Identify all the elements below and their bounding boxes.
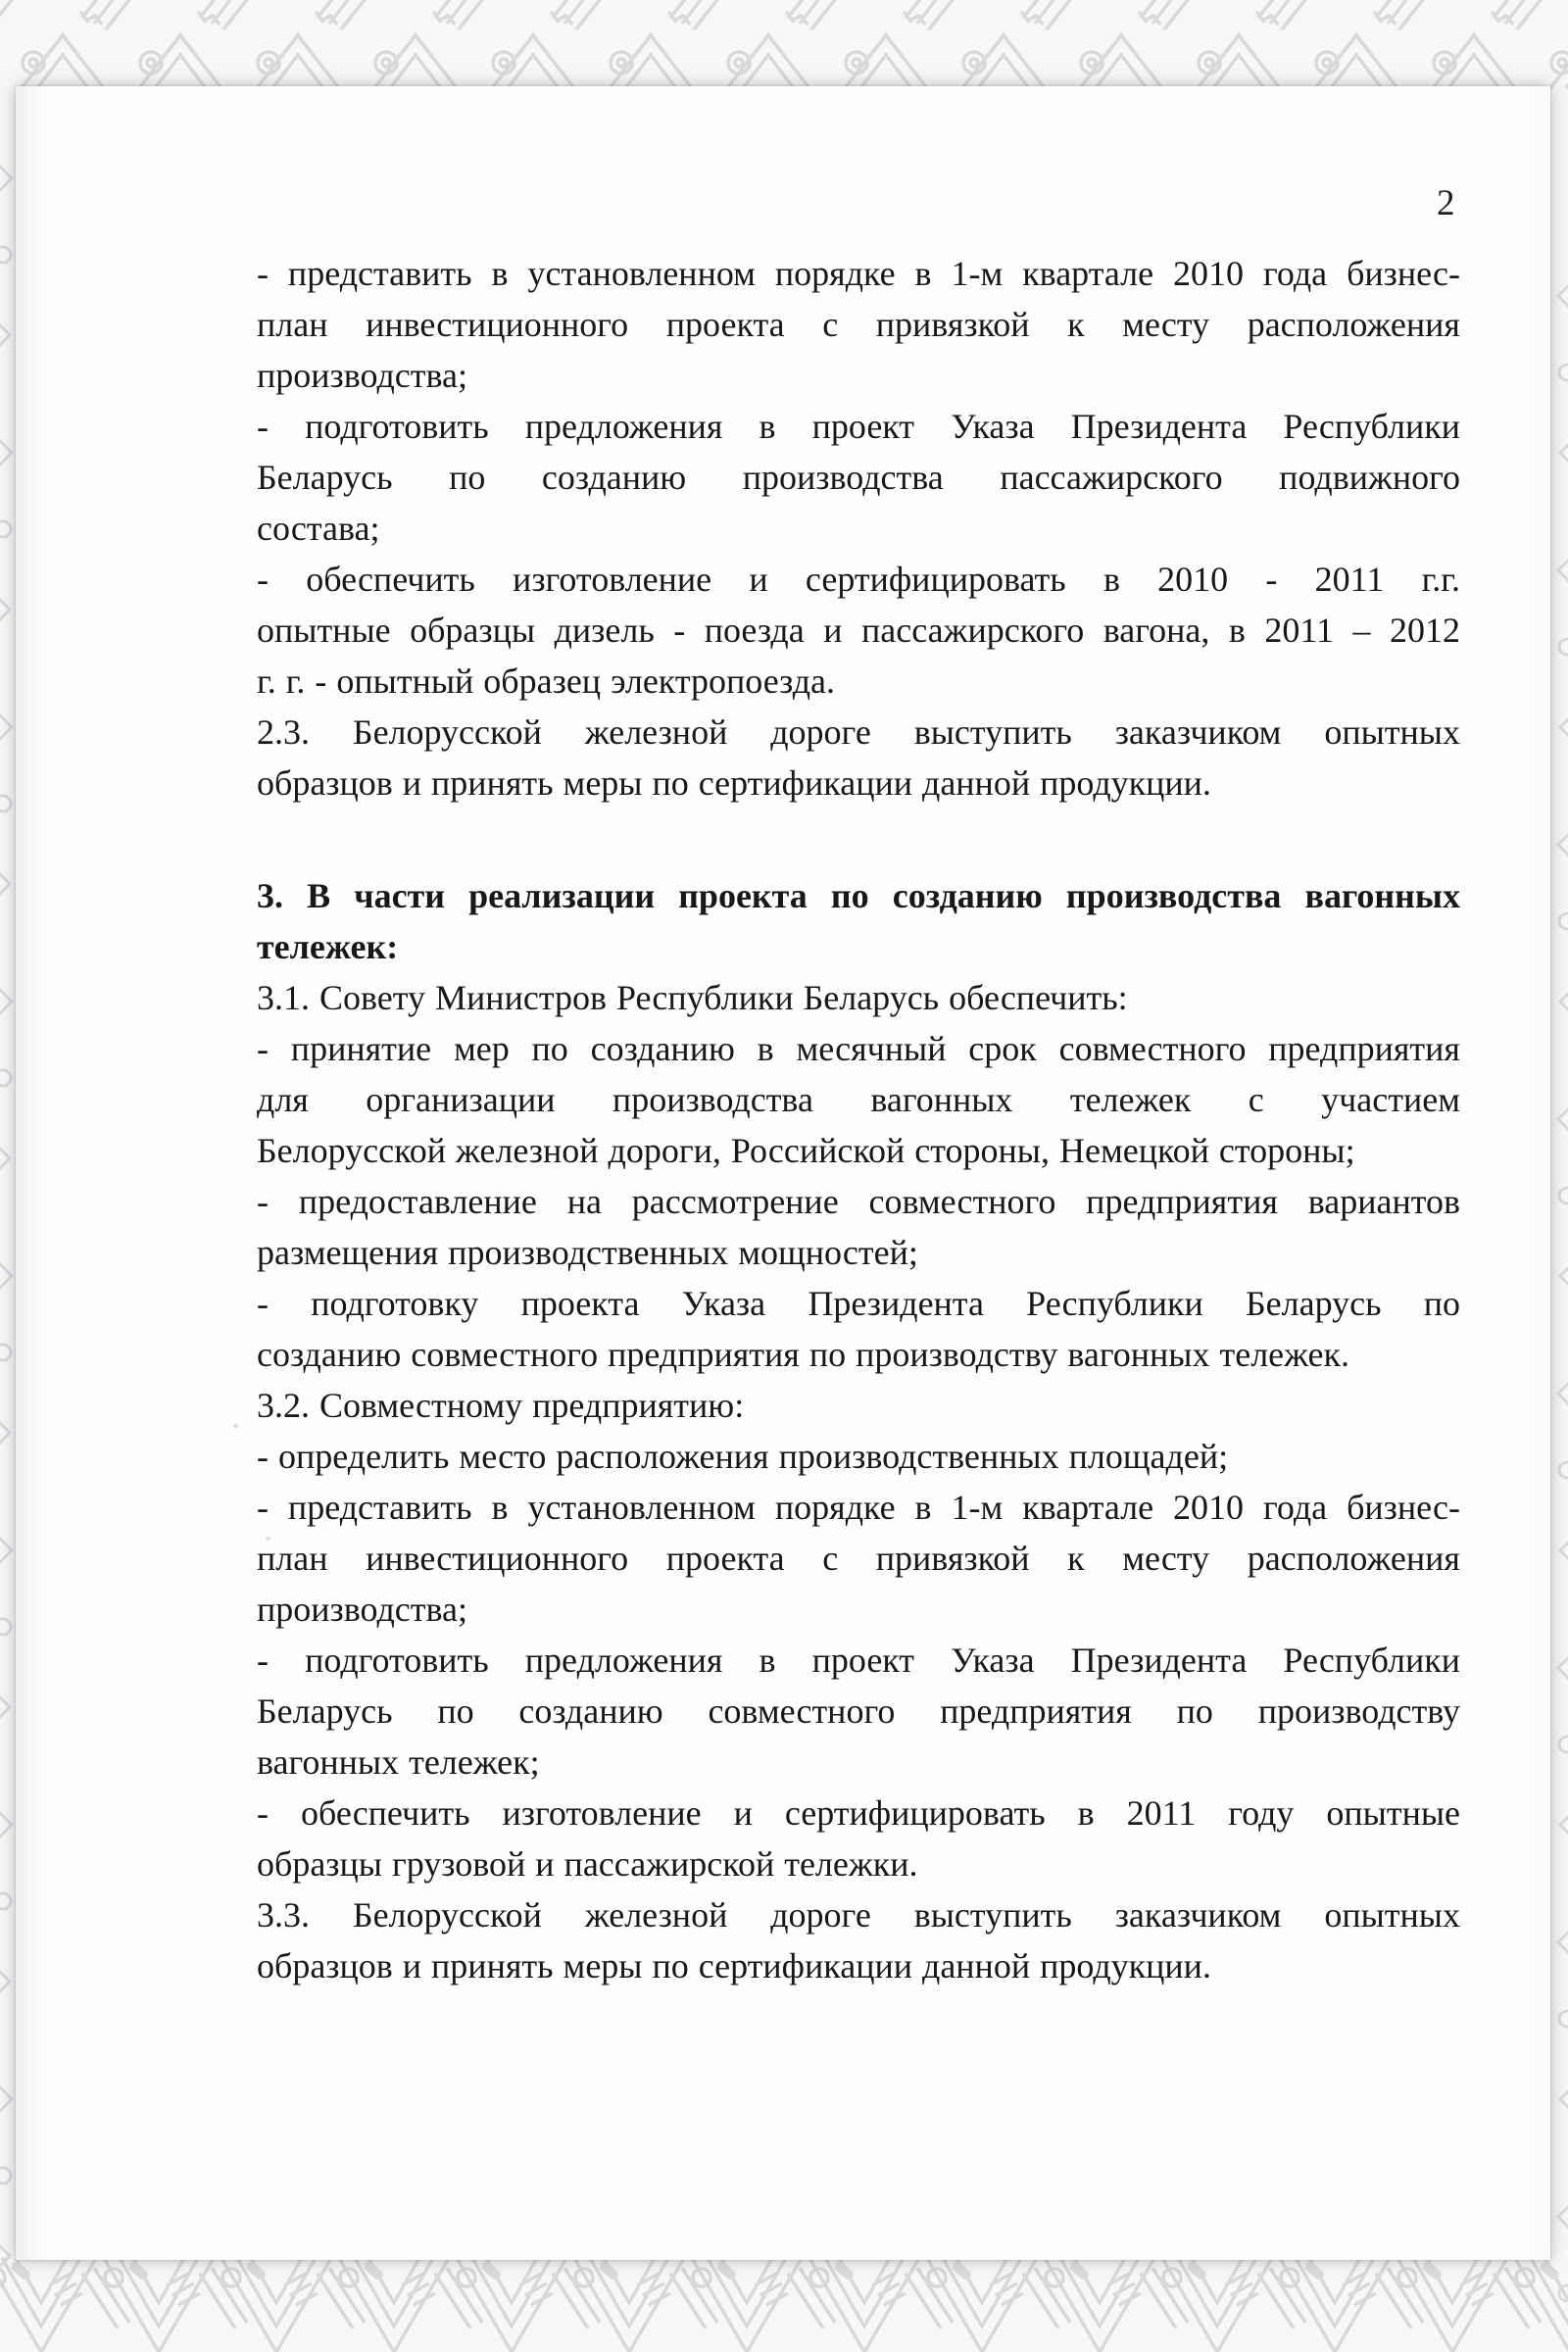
paragraph bbox=[257, 1176, 1460, 1278]
text-line: - обеспечить изготовление и сертифицировать в 2011 году опытные bbox=[257, 1793, 1460, 1833]
paragraph-3-3 bbox=[257, 1889, 1460, 1991]
text-line: образцов и принять меры по сертификации данной продукции. bbox=[257, 763, 1211, 803]
paragraph bbox=[257, 248, 1460, 401]
text-line: 3.3. Белорусской железной дороге выступить заказчиком опытных bbox=[257, 1895, 1460, 1935]
text-line: образцов и принять меры по сертификации данной продукции. bbox=[257, 1946, 1211, 1985]
text-line: 3.1. Совету Министров Республики Беларусь обеспечить: bbox=[257, 978, 1128, 1017]
paragraph bbox=[257, 1482, 1460, 1635]
paragraph bbox=[257, 1023, 1460, 1176]
text-line: - представить в установленном порядке в 1-м квартале 2010 года бизнес- bbox=[257, 254, 1460, 293]
paragraph bbox=[257, 1788, 1460, 1889]
text-line: опытные образцы дизель - поезда и пассажирского вагона, в 2011 – 2012 bbox=[257, 611, 1460, 650]
text-line: образцы грузовой и пассажирской тележки. bbox=[257, 1844, 918, 1884]
text-line: размещения производственных мощностей; bbox=[257, 1233, 918, 1272]
text-line: производства; bbox=[257, 1590, 467, 1629]
text-line: - представить в установленном порядке в 1-м квартале 2010 года бизнес- bbox=[257, 1488, 1460, 1527]
paragraph-2-3 bbox=[257, 707, 1460, 808]
text-line: - принятие мер по созданию в месячный срок совместного предприятия bbox=[257, 1029, 1460, 1068]
text-line: Беларусь по созданию производства пассажирского подвижного bbox=[257, 458, 1460, 497]
paragraph bbox=[257, 1431, 1460, 1482]
text-line: тележек: bbox=[257, 927, 399, 966]
document-page bbox=[16, 86, 1550, 2260]
paragraph bbox=[257, 401, 1460, 554]
text-line: вагонных тележек; bbox=[257, 1742, 540, 1782]
text-line: производства; bbox=[257, 356, 467, 395]
text-line: план инвестиционного проекта с привязкой к месту расположения bbox=[257, 1539, 1460, 1578]
scan-speck bbox=[266, 1537, 270, 1541]
text-line: созданию совместного предприятия по производству вагонных тележек. bbox=[257, 1335, 1350, 1374]
text-line: для организации производства вагонных тележек с участием bbox=[257, 1080, 1460, 1119]
text-line: - обеспечить изготовление и сертифицировать в 2010 - 2011 г.г. bbox=[257, 560, 1460, 599]
scan-speck bbox=[233, 1424, 238, 1428]
text-line: 3. В части реализации проекта по созданию производства вагонных bbox=[257, 876, 1460, 915]
paragraph-3-2 bbox=[257, 1380, 1460, 1431]
text-line: - подготовить предложения в проект Указа Президента Республики bbox=[257, 1641, 1460, 1680]
paragraph bbox=[257, 1278, 1460, 1380]
paragraph-3-1 bbox=[257, 972, 1460, 1023]
text-line: Беларусь по созданию совместного предприятия по производству bbox=[257, 1691, 1460, 1731]
text-line: план инвестиционного проекта с привязкой к месту расположения bbox=[257, 305, 1460, 344]
text-line: - предоставление на рассмотрение совместного предприятия вариантов bbox=[257, 1182, 1460, 1221]
text-line: Белорусской железной дороги, Российской стороны, Немецкой стороны; bbox=[257, 1131, 1355, 1170]
text-line: 3.2. Совместному предприятию: bbox=[257, 1386, 745, 1425]
text-line: г. г. - опытный образец электропоезда. bbox=[257, 662, 835, 701]
document-body bbox=[257, 248, 1460, 1991]
paragraph bbox=[257, 1635, 1460, 1788]
page-number: 2 bbox=[1437, 183, 1455, 223]
paragraph bbox=[257, 554, 1460, 707]
text-line: - подготовку проекта Указа Президента Республики Беларусь по bbox=[257, 1284, 1460, 1323]
text-line: состава; bbox=[257, 509, 380, 548]
text-line: - подготовить предложения в проект Указа Президента Республики bbox=[257, 407, 1460, 446]
text-line: 2.3. Белорусской железной дороге выступить заказчиком опытных bbox=[257, 712, 1460, 752]
section-3-heading bbox=[257, 870, 1460, 972]
text-line: - определить место расположения производственных площадей; bbox=[257, 1437, 1229, 1476]
